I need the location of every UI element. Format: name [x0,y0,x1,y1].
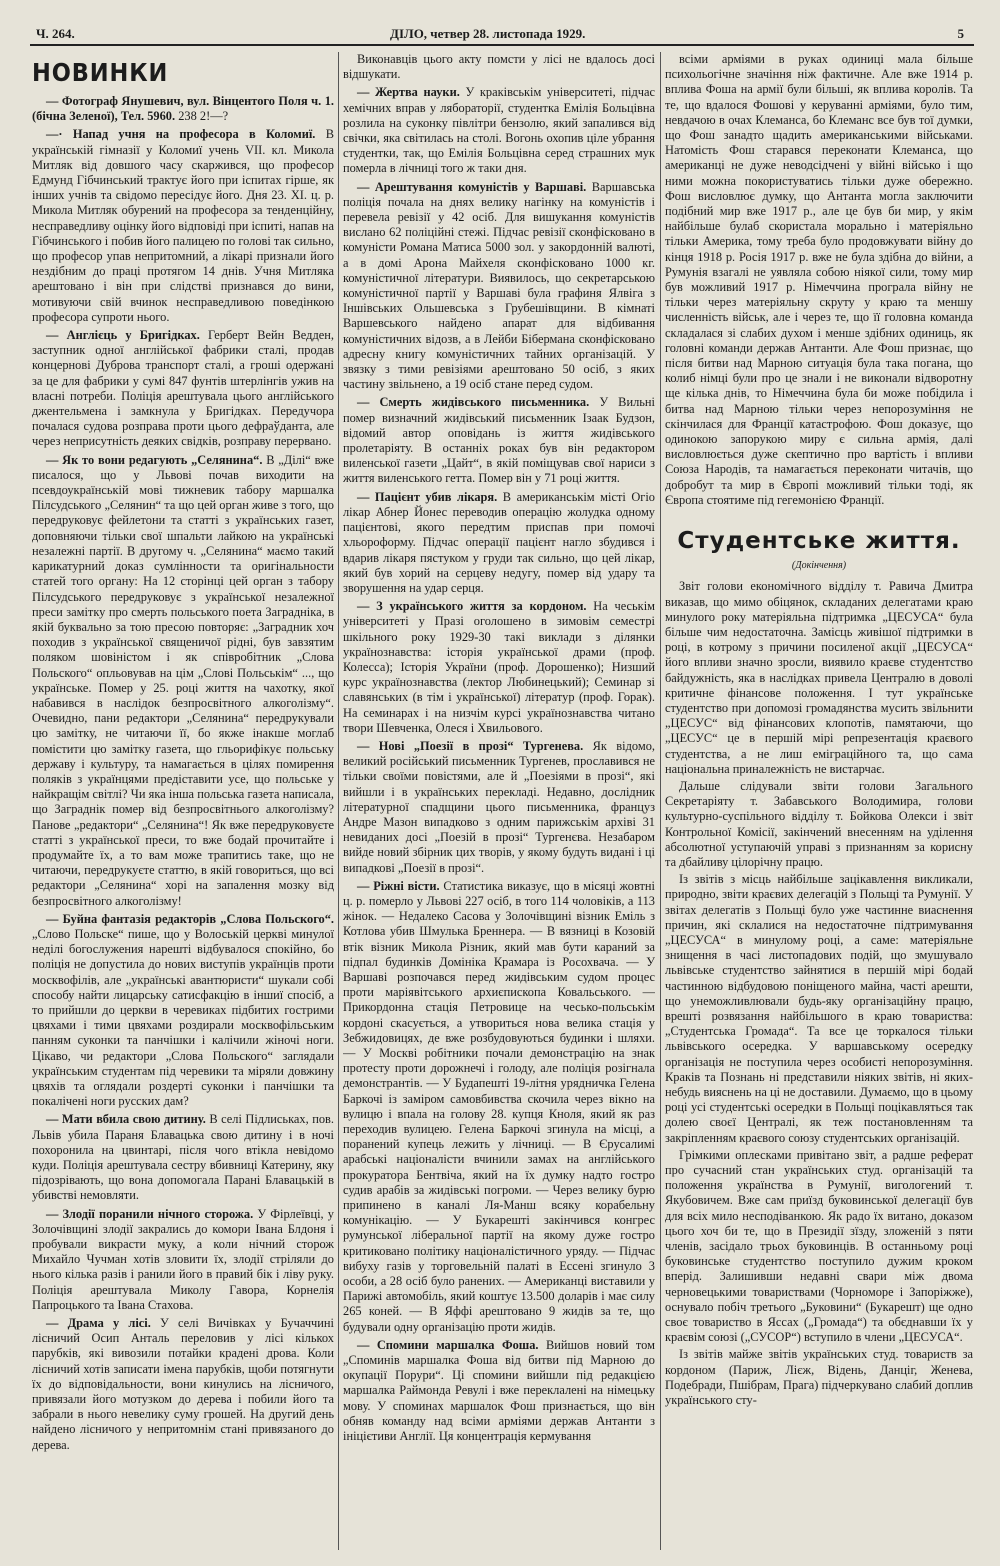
news-item-text: Статистика виказує, що в місяці жовтні ц. р. померло у Львові 227 осіб, в того 114 чоловіків, а 113 жінок. — Недалеко Сасова у Золочівщині візник Еміль з Котлова убив Шмулька Бреннера. — В вязниці в Козовій втік візник Микола Різник, який мав бути караний за підпал будинків Домініка Крамара із Росохвача. — У Варшаві розпочався перед жидівським судом процес проти маріявітського архиєпископа Ковальського. — Прикордонна стація Петровице на чесько-польськім кордоні скасується, а утвориться нова велика стація у Зебжидовицях, де вже розбудовуються будинки і шляхи. — У Москві робітники почали демонстрацію на знак протесту проти дорожнечі і голоду, але поліція розігнала демонстрантів. — У Будапешті 19-літня урядничка Гелена Баркочі із заміром самовбивства скочила через вікно на вулицю і впала на голову 28. купця Кноля, який як раз переходив вулицею. Гелена Баркочі згинула на місці, а поранений купець лежить у лічниці. — В Єрусалимі арабські націоналісти вчинили замах на англійського прокуратора Бентвіча, який на їх думку надто гостро судив арабів за жидівські погроми. — Через велику бурю припинено в каналі Ля-Манш всяку корабельну комунікацію. — У Букарешті закінчився конгрес румунської ліберальної партії на якому дуже гостро критиковано політику націоналістичного уряду. — Підчас вибуху газів у торговельній палаті в Ессені згинуло 3 особи, а 28 осіб було ранених. — Американці виставили у Парижі автомобіль, який коштує 13.500 доларів і має силу 265 коней. — В Яффі арештовано 9 жидів за те, що будували одну організацію проти жидів. [343,878,655,1334]
page-number: 5 [957,26,964,41]
news-item [32,328,334,450]
news-item-headline: — Фотограф Янушевич, вул. Вінцентого Поля ч. 1. (бічна Зеленої), Тел. 5960. [32,94,334,124]
news-item [343,599,655,736]
column-1 [32,52,334,1552]
news-item-headline: — Спомини маршалка Фоша. [357,1337,539,1352]
masthead-date: ДІЛО, четвер 28. листопада 1929. [390,26,586,41]
news-item-text: У селі Вичівках у Бучаччині лісничий Осип Анталь переловив у лісі кількох парубків, які вивозили потайки крадені дрова. Коли лісничий хотів записати імена парубків, щоби потягнути їх до відповідальности, вони кинулись на лісничого, привязали його мотузком до дерева і побили його та забрали в нього невелику суму грошей. На другий день найдено лісничого у непритомнім стані привязаного до дерева. [32,1316,334,1452]
news-item [32,1112,334,1203]
news-item-text: Виконавців цього акту помсти у лісі не вдалось досі відшукати. [343,52,655,82]
news-item-text: В українській гімназії у Коломиї учень VII. кл. Микола Митляк від довшого часу скаржився, що професор Едмунд Гібчинський трактує його при іспитах гірше, як інших учнів та свідомо пересідує його. Дня 23. XI. ц. р. Микола Митляк обурений на професора за тенденційну, несправедливу оцінку його відповіді при іспиті, напав на Гібчинського і побив його палицею по голові так сильно, що професор упав непритомний, а лікарі признали його нездібним до праці протягом 14 днів. Учня Митляка арештовано і він при слідстві признався до вини, мотивуючи свій вчинок несправедливою поведінкою професора супроти нього. [32,127,334,324]
header-rule [30,44,974,46]
news-item-text: Як відомо, великий російський письменник Тургенев, прославився не тільки своїми повістями, але й „Поезіями в прозі“, які вийшли і в українських перекладі. Недавно, дослідник літературної спадщини цього письменника, француз Андре Мазон випадково з одним парижськім архіві 31 невиданих досі „Поезій в прозі“ Тургенєва. Незабаром вийде новий збірник цих творів, у якому будуть видані і ці випадкові „Поезії в прозі“. [343,738,655,875]
news-item-headline: — Жертва науки. [357,85,460,100]
news-item-text: У Фірлеївці, у Золочівщині злодії закрались до комори Івана Блдоня і пробували викрасти муку, а коли нічний сторож Михайло Чучман хотів зловити їх, злодії стріляли до нього кілька разів і ранили його в правий бік і ліву руку. Поліція арештувала Миколу Гавора, Корнелія Папроцького та Івана Стахова. [32,1206,334,1312]
news-item-text: На чеськім університеті у Празі оголошено в зимовім семестрі шкільного року 1929-30 такі виклади з ділянки українознавства: історія української драми (проф. Колесса); Історія України (проф. Дорошенко); Низший курс українознавства (лектор Любинецький); Семинар зі славянських (в тім і української) літератур (проф. Горак). На семинарах і на низчім курсі українознавства читано твори Шевченка, Олеся і Хвильового. [343,599,655,735]
news-item-text: 238 2!—? [178,109,229,124]
news-item-headline: — Як то вони редагують „Селянина“. [46,452,263,467]
news-item-headline: —· Напад учня на професора в Коломиї. [46,127,316,142]
article-paragraph: Грімкими оплесками привітано звіт, а радше реферат про сучасний стан українських студ. організацій та положення українства в Румунії, вигологений т. Якубовичем. Вже сам приїзд буковинської делегації був для всіх мило несподіванкою. Як радо їх витано, доказом цього хоч би те, що в Президії зїзду, зложеній з пяти членів, засідало трьох буковинців. В останньому році буковинське студентство поступило дужим кроком вперід. Залишивши недавні свари між двома черновецькими товариствами (Чорноморе і Запоріжже), оснувало побіч третього „Буковини“ (Букарешт) ще одно своє товариство в Яссах („Громада“) та обєднавши їх у краєвім союзі („СУСОР“) вступило в члени „ЦЕСУСА“. [665,1147,973,1345]
news-item-text: В селі Підлиськах, пов. Львів убила Параня Блавацька свою дитину і в ночі похоронила на цвинтарі, після чого втікла невідомо куди. Поліція арештувала сестру вбивниці Катерину, яку підозрівають, що вона допомогала Парані Блавацькій в убивстві немовляти. [32,1112,334,1203]
news-item-headline: — Мати вбила свою дитину. [46,1112,206,1127]
column-2 [343,52,655,1552]
article-paragraph: Із звітів майже звітів українських студ. товариств за кордоном (Париж, Лієж, Відень, Данціг, Женева, Подебради, Пшібрам, Прага) підчеркувано слабий доплив українського сту- [665,1347,973,1408]
news-item-headline: — Арештування комуністів у Варшаві. [357,179,587,194]
news-item-headline: — Пацієнт убив лікаря. [357,489,498,504]
news-item-text: Герберт Вейн Ведден, заступник одної англійської фабрики сталі, продав концернові Дуброва транспорт сталі, а гроші одержані за це для фабрики у сумі 847 фунтів штерлінгів ужив на власні потреби. Поліція арештувала цього англійського джентельмена і замкнула у Бригідках. Передучора почалася судова розправа проти цього дефраўданта, але через неприсутність деяких свідків, розправу перервано. [32,328,334,449]
article-paragraph: Звіт голови економічного відділу т. Равича Дмитра виказав, що мимо обіцянок, складаних делегатами краю минулого року матеріяльна підтримка „ЦЕСУСА“ була більше чим недостаточна. Замісць живішої підтримки в році, в котрому з причини посиленої акції „ЦЕСУСА“ його впливи значно зросли, виявило краєве студентство байдужність, яка в наслідках привела Централю в доволі критичне фінансове положення. І тут українське студентство при допомозі громадянства мусить звільнити „ЦЕСУС“ від фінансових клопотів, памятаючи, що „ЦЕСУС“ це в першій мірі репрезентація краєвого студентства, а не лиш еміграційного та, що сама національна приналежність не вистарчає. [665,579,973,776]
news-item [32,453,334,909]
news-item [32,912,334,1110]
news-item-text: У краківськім університеті, підчас хемічних вправ у лябораторії, студентка Емілія Больцівна розлила на суконку півлітри бензолю, який запалився від свічки, яка світилась на столі. Вогонь охопив ціле убрання студентки, так, що Емілія Больцівна серед страшних мук померла в лічниці того ж таки дня. [343,85,655,176]
news-item-text: В американськім місті Огіо лікар Абнер Йонес переводив операцію жолудка одному пацієнтові, якого передтим приспав при помочі хльороформу. Підчас операції пацієнт нагло збудився і вдарив лікаря пястуком у груди так сильно, що цей лікар, який був хорий на серцеву недугу, помер від удару та зворушення на удар серця. [343,489,655,595]
news-item-headline: — Ріжні вісти. [357,878,440,893]
news-items [343,52,655,1444]
news-item-headline: — Нові „Поезії в прозі“ Тургенева. [357,738,584,753]
news-item-headline: — Англієць у Бригідках. [46,328,200,343]
article-paragraph: Із звітів з місць найбільше зацікавлення викликали, природно, звіти краєвих делегацій з Польщі та Румунії. У звітах делегатів з Польщі було уже частинне виаснення причин, які склалися на недостаточне підтримування „ЦЕСУСА“ в минулому році, а саме: матеріяльне знищення в часі листопадових подій, що змушувало львівське студентство зайнятися в першій мірі бодай частинною відбудовою поніщеного майна, часті арешти, що унеможливлювали будь-яку організаційну працю, врешті розвязання найбільшого в краю товариства: „Студентська Громада“. Та все це торкалося тільки львівського осередка. У варшавському осередку організація не поступила через особисті непорозуміння. Краків та Познань ні представили ніяких звітів, ні яких-небудь вияснень на ці не доставили. Думаємо, що в цьому році усі студентські осередки в Польщі поцікавляться так долею своєї Централі, як теж постановленням та закріпленням краєвого союзу студентських організацій. [665,872,973,1145]
news-items [32,94,334,1453]
news-item [32,127,334,325]
column-divider [338,52,339,1550]
news-item-text: В „Ділі“ вже писалося, що у Львові почав виходити на псевдоукраїнській мові тижневик табору маршалка Пілсудського „Селянин“ та що цей орган живе з того, що передруковує фейлетони та статті з українських газет, доповняючи тільки свої шпальти лайкою на українські незалежні партії. В другому ч. „Селянина“ маємо такий карикатурний доказ сумлінности та оригінальности статей того органу: На 12 сторінці цей орган з табору Пілсудського передруковує з української незалежної преси замітку про смерть польського поета Заградніка, в якій буквально за тою пресою повторяє: „Заградник хоч походив з української священичої рідні, був завзятим поляком шовіністом і як співробітник „Слова Польского“ опльовував на цім „Слові Польськім“ ..., що українське. Помер у 25. році життя на чахотку, якої набавився в наслідок безпросвітного алкоголізму“. Очевидно, пани редактори „Селянина“ передрукували цю замітку, не читаючи її, бо якже інакше моглаб помістити цю замітку газета, що гльорифікує польську державу і культуру, та намагається в цілях помирення поляків з українцями предіставити усе, що польське у найкращім світлі? Чи яка інша польська газета написала, що Заграднік помер від безпросвітнього алкоголізму? Панове „редактори“ „Селянина“! Як вже передруковуєте статті з української преси, то вже бодай прочитайте і продумайте їх, а то вам може трапитись таке, що не читаючи, передрукуєте статтю, в якій говориться, що всі редактори „Селянина“ хорі на запалення мозку від безпросвітного алкоголізму! [32,452,334,908]
news-item [343,395,655,486]
news-item [343,739,655,876]
news-item-headline: — Буйна фантазія редакторів „Слова Польского“. [46,911,334,926]
news-item-headline: — Смерть жидівського письменника. [357,395,590,410]
news-item-headline: — Драма у лісі. [46,1316,151,1331]
column-3 [665,52,973,1552]
news-item-text: У Вильні помер визначний жидівський письменник Ізаак Будзон, відомий автор оповідань із життя жидівського пролетаріяту. В останніх роках був він редактором виленської газети „Цайт“, в якій поміщував свої нариси з життя виленського гетта. Помер він у 71 році життя. [343,395,655,486]
news-item [343,879,655,1335]
issue-number: Ч. 264. [36,26,75,41]
news-item-text: Варшавська поліція почала на днях велику нагінку на комуністів і перевела ревізії у 42 осіб. Для вишукання комуністів вислано 62 поліційні стежі. Підчас ревізії сконфісковано в комуністи Романа Матиса 5000 зол. у закордонній валюті, а в домі Арона Майхеля сконфісковано 1000 кг. комуністичної літератури. Виявилось, що секретарською комуністичної партії у Варшаві була графиня Ялвіга з Іншівських Ольшевська з Грубешівщини. В кімнаті Варшевського найдено апарат для відбивання комуністичних відозв, а в Лейби Бібермана сконфісковано адресну книгу комуністичних тайних організацій. У звязку з тими ревізіями арештовано 50 осіб, з яких частину звільнено, а 19 осіб стане перед судом. [343,179,655,392]
section-title-news: НОВИНКИ [32,58,169,87]
news-item [32,94,334,124]
article-body [665,579,973,1408]
news-item-text: Вийшов новий том „Споминів маршалка Фоша від битви під Марною до окупації Порури“. Ці спомини вийшли під редакцією маршалка Раймонда Ревулі і вже переклалені на німецьку мову. У споминах маршалок Фош признається, що він обняв команду над всіми арміями держав Антанти з ініцієтиви Англії. Ця концентрація кермування [343,1337,655,1444]
news-item-text: „Слово Польске“ пише, що у Волоській церкві минулої неділі богослужения нарешті відбувалося спокійно, бо поліція не допустила до нових виступів українців проти москвофілів, але „українські авантюристи“ шукали собі способу найти лицарську сатисфакцію в іншиї спосіб, а то прийшли до церкви в черевиках підбитих гострими цвяхами і тими цвяхами роздирали москвофільським панням суконки та панчішки і калічили жіночі ноги. Цікаво, чи редактори „Слова Польского“ заглядали українським студентам під черевики та міряли довжину цвяхів та оглядали роздерті суконки і панчішки та покалічені ноги русских дам? [32,926,334,1109]
news-item [32,1316,334,1453]
section-title-student-life: Студентське життя. [677,528,961,555]
news-item [343,1338,655,1444]
news-item-headline: — Злодії поранили нічного сторожа. [46,1206,254,1221]
column-divider [660,52,661,1550]
news-item [343,490,655,596]
news-item [343,52,655,82]
section-subtitle: (Докінчення) [791,560,847,572]
news-item [343,85,655,176]
article-paragraph: Дальше слідували звіти голови Загального Секретаріяту т. Забавського Володимира, голови культурно-суспільного відділу т. Бойкова Олекси і звіт Контрольної Комісії, закінчений внесенням на уділення абсолютної уступаючій управі з признанням за корисну та дбайливу цілорічну працю. [665,778,973,869]
news-item [32,1207,334,1313]
news-item-headline: — З українського життя за кордоном. [357,599,587,614]
news-item [343,180,655,393]
article-continuation: всіми арміями в руках одиниці мала більше психольогічне значіння ніж фактичне. Але вже 1914 р. вплива Фоша на армії були більші, як вплива королів. Та те, що вдалося Фошові у керуванні арміями, було тим, невдачою в очах Клеманса, бо Клеманс все був тої думки, що Фош занадто щадить американськими військами. Натомість Фош старався переконати Клеманса, що американці не дуже неводсідчені у війні військо і що ними можна покористуватись тільки дуже обережно. Фош висловлює думку, що Антанта могла заключити подібний мир вже 1917 р., але це був би мир, у якім найбільше булаб скористала морально і матеріяльно тільки Америка, тому треба було продовжувати війну до кінця 1918 р. Росія 1917 р. вже не була здібна до війни, а Румунія взагалі не уявляла собою ніякої сили, тому мир був можливий 1917 р. Німеччина програла війну не тільки через матеріяльну скруту у краю та меншу численність військ, але і через те, що її головна команда складалася зі слабих духом і менше здібних одиниць, як головні команди держав Антанти. Але Фош признає, що після битви над Марною ситуація була така погана, що колиб німці були про це знали і не виконали відворотну ще кілька днів, то Німеччина була би може побідила і битва над Марною тільки через непорозуміння не скінчилася для Франції катастрофою. Фош доказує, що одинокою запорукою миру є сильна армія, далі висловлюється дуже скептично про вартість і впливи Союза Народів, та намагається переконати читачів, що добробут та мир в Європі можливий тільки тоді, як Європа стоятиме під гегемонією Франції. [665,52,973,507]
